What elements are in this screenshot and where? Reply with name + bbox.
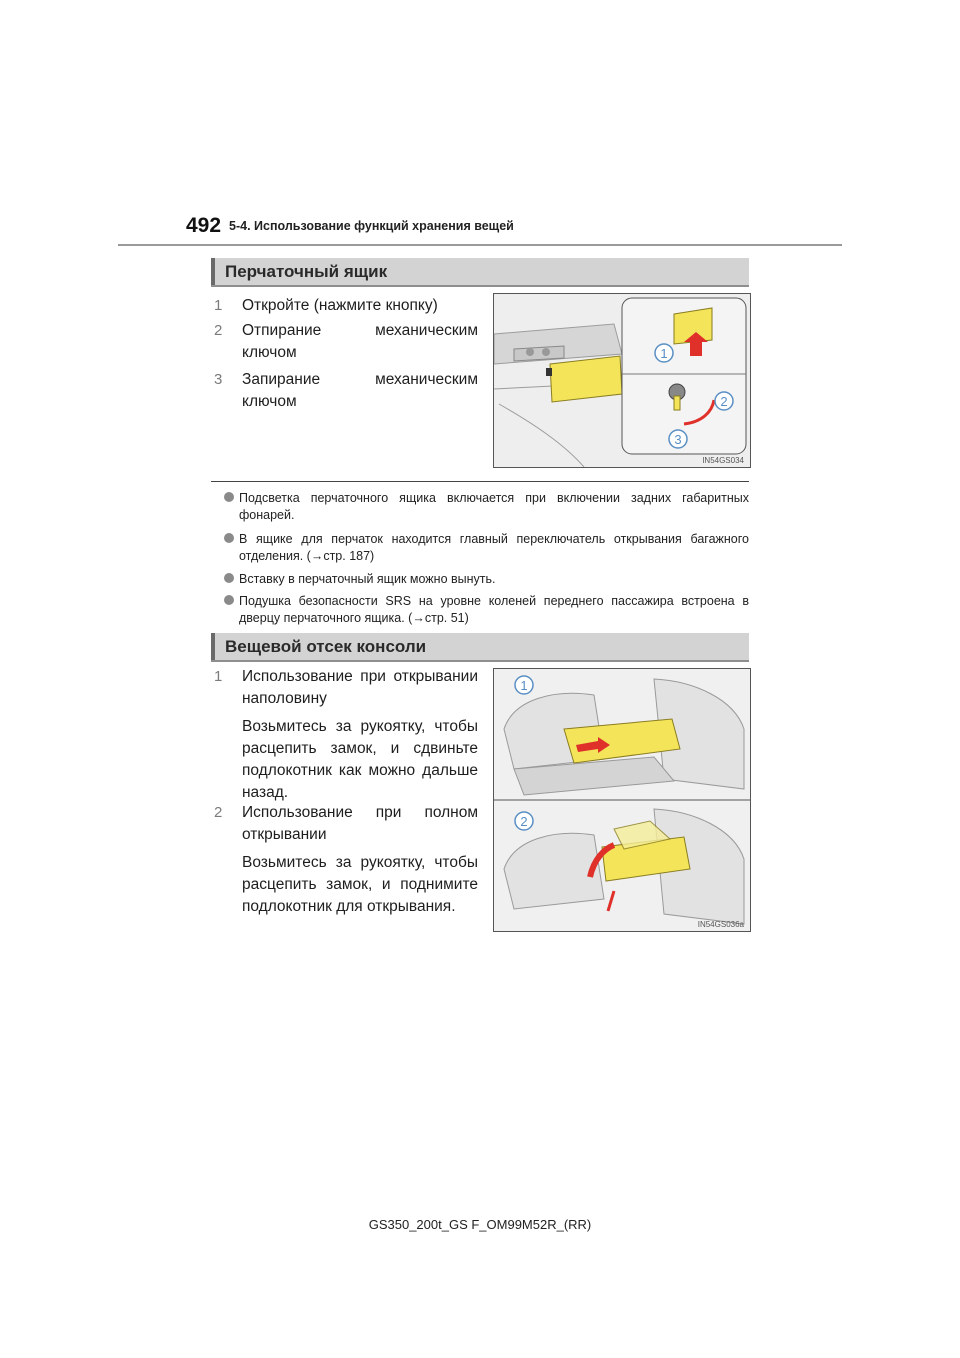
- step-number: 2: [214, 322, 223, 339]
- page-number: 492: [186, 214, 222, 237]
- bullet-icon: [224, 573, 234, 583]
- callout-2: 2: [720, 394, 728, 409]
- glovebox-step-1: [214, 295, 478, 317]
- console-drawing: [494, 669, 750, 931]
- note-item: [224, 490, 749, 524]
- step-number: 3: [214, 371, 223, 388]
- header-rule: [118, 244, 842, 246]
- section-title: Перчаточный ящик: [225, 262, 388, 281]
- step-text: Возьмитесь за рукоятку, чтобы расцепить замок, и сдвиньте подлокотник как можно дальше назад.: [242, 718, 478, 801]
- callout-2: 2: [520, 814, 528, 829]
- note-item: [224, 531, 749, 565]
- step-number: 1: [214, 297, 223, 314]
- glovebox-drawing: [494, 294, 750, 467]
- step-text: Отпирание механическим ключом: [242, 322, 478, 361]
- figure-code: IN54GS036a: [697, 920, 744, 929]
- note-item: [224, 593, 749, 627]
- note-text: Подушка безопасности SRS на уровне коленей переднего пассажира встроена в дверцу перчаточного ящика. (→стр. 51): [239, 594, 749, 625]
- callout-1: 1: [520, 678, 528, 693]
- glovebox-step-3: [214, 369, 478, 413]
- step-text: Откройте (нажмите кнопку): [242, 297, 438, 314]
- step-text: Возьмитесь за рукоятку, чтобы расцепить замок, и поднимите подлокотник для открывания.: [242, 854, 478, 915]
- note-text: Подсветка перчаточного ящика включается при включении задних габаритных фонарей.: [239, 491, 749, 522]
- console-step-1: [214, 666, 478, 810]
- footer-model-code: GS350_200t_GS F_OM99M52R_(RR): [368, 1217, 592, 1232]
- callout-1: 1: [660, 346, 668, 361]
- glovebox-step-2: [214, 320, 478, 364]
- note-text: В ящике для перчаток находится главный переключатель открывания багажного отделения. (→стр. 187): [239, 532, 749, 563]
- step-number: 1: [214, 668, 223, 685]
- step-text: Запирание механическим ключом: [242, 371, 478, 410]
- section-title: Вещевой отсек консоли: [225, 637, 427, 656]
- bullet-icon: [224, 595, 234, 605]
- callout-3: 3: [674, 432, 682, 447]
- note-text: Вставку в перчаточный ящик можно вынуть.: [239, 572, 496, 586]
- step-title: Использование при открывании наполовину: [242, 668, 478, 707]
- step-number: 2: [214, 804, 223, 821]
- console-step-2: [214, 802, 478, 924]
- note-item: [224, 571, 749, 588]
- console-illustration: [493, 668, 751, 932]
- glovebox-illustration: [493, 293, 751, 468]
- chapter-title: 5-4. Использование функций хранения вещей: [229, 219, 514, 233]
- figure-code: IN54GS034: [702, 456, 744, 465]
- step-title: Использование при полном открывании: [242, 804, 478, 843]
- section-heading-glovebox: [211, 258, 749, 287]
- notes-rule: [211, 481, 749, 482]
- bullet-icon: [224, 533, 234, 543]
- section-heading-console: [211, 633, 749, 662]
- bullet-icon: [224, 492, 234, 502]
